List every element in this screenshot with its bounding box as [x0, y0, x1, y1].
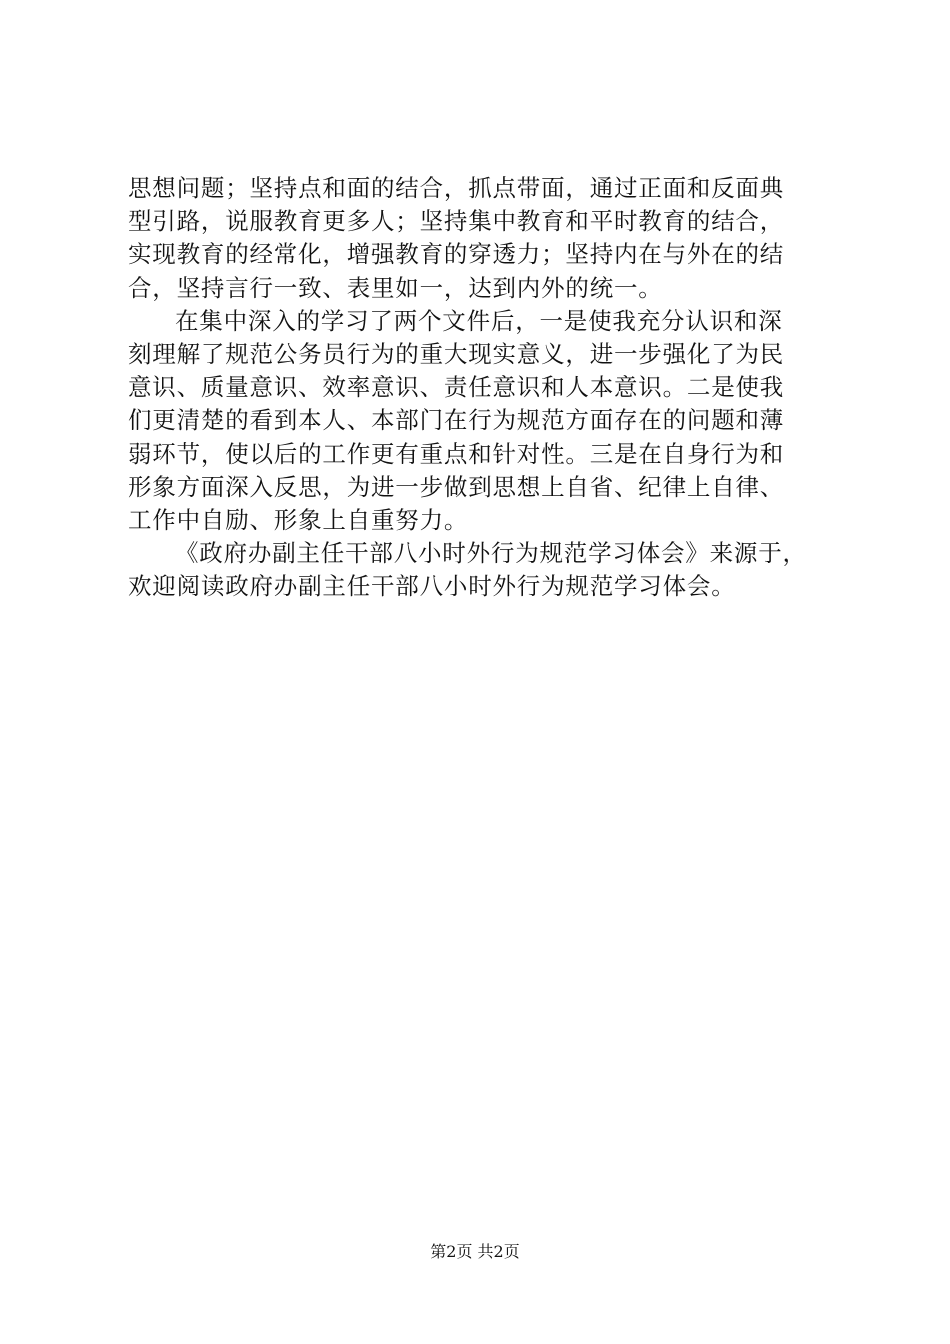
document-body [128, 172, 832, 603]
text-line: 工作中自励、形象上自重努力。 [128, 505, 469, 534]
page-number-footer: 第2页 共2页 [430, 1242, 520, 1261]
text-line: 合，坚持言行一致、表里如一，达到内外的统一。 [128, 273, 663, 302]
text-line: 思想问题；坚持点和面的结合，抓点带面，通过正面和反面典 [128, 174, 785, 202]
text-line: 弱环节，使以后的工作更有重点和针对性。三是在自身行为和 [128, 439, 785, 468]
text-line: 实现教育的经常化，增强教育的穿透力；坚持内在与外在的结 [128, 240, 785, 269]
text-line: 欢迎阅读政府办副主任干部八小时外行为规范学习体会。 [128, 572, 736, 601]
text-line: 形象方面深入反思，为进一步做到思想上自省、纪律上自律、 [128, 472, 785, 501]
paragraph-first-line: 《政府办副主任干部八小时外行为规范学习体会》来源于， [175, 539, 807, 568]
text-line: 们更清楚的看到本人、本部门在行为规范方面存在的问题和薄 [128, 406, 785, 435]
paragraph-first-line: 在集中深入的学习了两个文件后，一是使我充分认识和深 [175, 306, 783, 335]
text-line: 意识、质量意识、效率意识、责任意识和人本意识。二是使我 [128, 373, 785, 402]
text-line: 刻理解了规范公务员行为的重大现实意义，进一步强化了为民 [128, 339, 785, 368]
text-line: 型引路，说服教育更多人；坚持集中教育和平时教育的结合， [128, 207, 785, 236]
